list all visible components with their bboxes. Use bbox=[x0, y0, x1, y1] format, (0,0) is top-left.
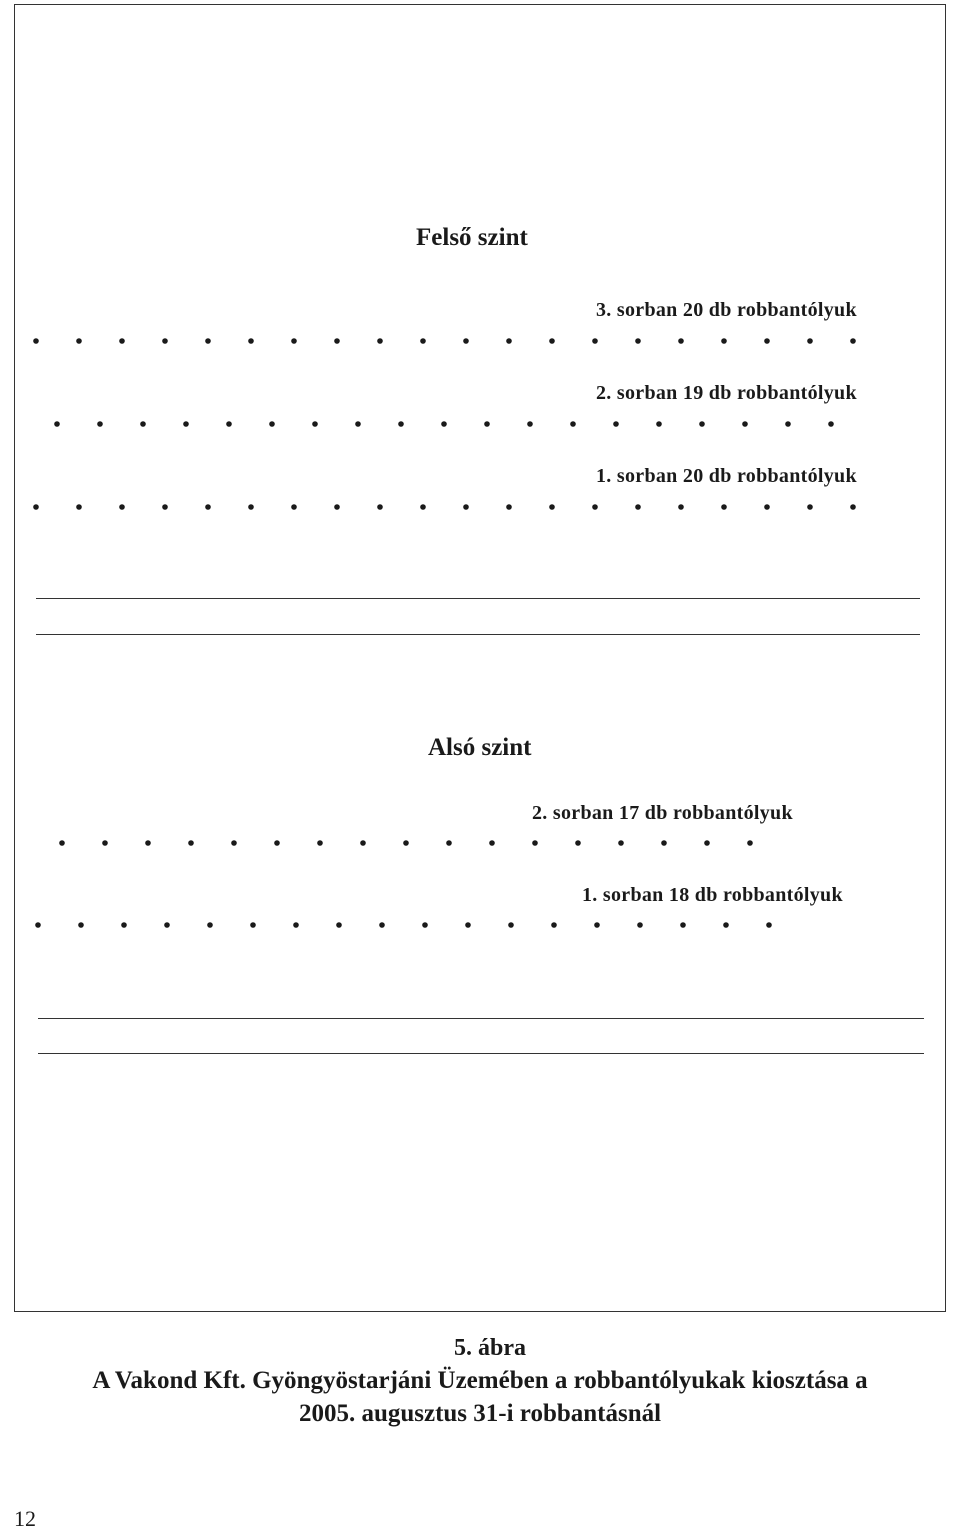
lower-row-1-hole bbox=[336, 922, 342, 928]
lower-row-1-hole bbox=[250, 922, 256, 928]
lower-row-1-hole bbox=[637, 922, 643, 928]
upper-row-1-hole bbox=[549, 504, 555, 510]
upper-row-3-hole bbox=[334, 338, 340, 344]
upper-row-1-hole bbox=[119, 504, 125, 510]
upper-row-2-hole bbox=[613, 421, 619, 427]
lower-row-2-hole bbox=[317, 840, 323, 846]
upper-row-1-hole bbox=[678, 504, 684, 510]
upper-row-2-hole bbox=[97, 421, 103, 427]
lower-row-2-hole bbox=[403, 840, 409, 846]
lower-row-2-hole bbox=[231, 840, 237, 846]
lower-row-1-hole bbox=[164, 922, 170, 928]
lower-row-2-hole bbox=[618, 840, 624, 846]
upper-row-2-hole bbox=[527, 421, 533, 427]
lower-row-2-hole bbox=[575, 840, 581, 846]
lower-row-1-hole bbox=[465, 922, 471, 928]
upper-row-2-hole bbox=[312, 421, 318, 427]
lower-row-1-hole bbox=[207, 922, 213, 928]
upper-row-3-hole bbox=[721, 338, 727, 344]
figure-number: 5. ábra bbox=[454, 1335, 526, 1361]
upper-row-2-hole bbox=[828, 421, 834, 427]
upper-row-3-hole bbox=[420, 338, 426, 344]
upper-row-3-hole bbox=[764, 338, 770, 344]
lower-row-2-hole bbox=[489, 840, 495, 846]
lower-row-1-hole bbox=[508, 922, 514, 928]
lower-row-2-hole bbox=[59, 840, 65, 846]
upper-row-1-hole bbox=[205, 504, 211, 510]
lower-row-1-hole bbox=[35, 922, 41, 928]
upper-row-3-hole bbox=[162, 338, 168, 344]
lower-row-1-hole bbox=[723, 922, 729, 928]
lower-row-2-hole bbox=[446, 840, 452, 846]
upper-row-3-hole bbox=[506, 338, 512, 344]
upper-row-1-hole bbox=[807, 504, 813, 510]
lower-row-2-hole bbox=[661, 840, 667, 846]
upper-row-1-label: 1. sorban 20 db robbantólyuk bbox=[596, 465, 857, 487]
lower-row-1-hole bbox=[78, 922, 84, 928]
figure-caption-line-2: 2005. augusztus 31-i robbantásnál bbox=[298, 1400, 662, 1427]
upper-row-3-hole bbox=[205, 338, 211, 344]
lower-row-1-hole bbox=[594, 922, 600, 928]
upper-row-2-hole bbox=[699, 421, 705, 427]
upper-row-2-hole bbox=[226, 421, 232, 427]
upper-row-2-hole bbox=[441, 421, 447, 427]
lower-row-1-hole bbox=[422, 922, 428, 928]
upper-row-2-label: 2. sorban 19 db robbantólyuk bbox=[596, 382, 857, 404]
lower-row-1-hole bbox=[766, 922, 772, 928]
upper-row-2-hole bbox=[785, 421, 791, 427]
upper-row-2-hole bbox=[570, 421, 576, 427]
upper-row-1-hole bbox=[76, 504, 82, 510]
lower-row-2-hole bbox=[360, 840, 366, 846]
upper-row-2-hole bbox=[183, 421, 189, 427]
upper-row-2-hole bbox=[140, 421, 146, 427]
upper-row-2-hole bbox=[484, 421, 490, 427]
upper-row-2-hole bbox=[656, 421, 662, 427]
upper-row-3-hole bbox=[850, 338, 856, 344]
upper-row-2-hole bbox=[54, 421, 60, 427]
lower-row-2-label: 2. sorban 17 db robbantólyuk bbox=[532, 802, 793, 824]
lower-row-1-hole bbox=[551, 922, 557, 928]
upper-row-1-hole bbox=[248, 504, 254, 510]
page-number: 12 bbox=[14, 1506, 36, 1531]
upper-row-3-hole bbox=[807, 338, 813, 344]
upper-row-3-hole bbox=[678, 338, 684, 344]
upper-row-3-hole bbox=[549, 338, 555, 344]
upper-row-1-hole bbox=[592, 504, 598, 510]
upper-row-3-hole bbox=[592, 338, 598, 344]
lower-row-1-label: 1. sorban 18 db robbantólyuk bbox=[582, 884, 843, 906]
upper-row-3-hole bbox=[119, 338, 125, 344]
upper-row-3-hole bbox=[33, 338, 39, 344]
upper-row-1-hole bbox=[162, 504, 168, 510]
lower-row-1-hole bbox=[293, 922, 299, 928]
upper-row-1-hole bbox=[420, 504, 426, 510]
figure-caption-line-1: A Vakond Kft. Gyöngyöstarjáni Üzemében a robbantólyukak kiosztása a bbox=[92, 1367, 868, 1394]
upper-row-3-hole bbox=[248, 338, 254, 344]
upper-row-1-hole bbox=[506, 504, 512, 510]
upper-row-1-hole bbox=[33, 504, 39, 510]
upper-row-3-hole bbox=[76, 338, 82, 344]
upper-row-2-hole bbox=[355, 421, 361, 427]
upper-row-1-hole bbox=[463, 504, 469, 510]
lower-row-2-hole bbox=[747, 840, 753, 846]
upper-row-1-hole bbox=[291, 504, 297, 510]
upper-row-3-hole bbox=[635, 338, 641, 344]
lower-row-2-hole bbox=[102, 840, 108, 846]
upper-level-title: Felső szint bbox=[416, 224, 528, 251]
upper-row-1-hole bbox=[764, 504, 770, 510]
upper-row-3-hole bbox=[291, 338, 297, 344]
lower-row-2-hole bbox=[188, 840, 194, 846]
lower-row-2-hole bbox=[532, 840, 538, 846]
upper-row-3-hole bbox=[377, 338, 383, 344]
upper-row-1-hole bbox=[377, 504, 383, 510]
upper-row-2-hole bbox=[269, 421, 275, 427]
upper-row-3-label: 3. sorban 20 db robbantólyuk bbox=[596, 299, 857, 321]
upper-row-1-hole bbox=[721, 504, 727, 510]
lower-row-2-hole bbox=[704, 840, 710, 846]
upper-row-1-hole bbox=[850, 504, 856, 510]
lower-row-1-hole bbox=[379, 922, 385, 928]
upper-row-2-hole bbox=[742, 421, 748, 427]
lower-row-1-hole bbox=[680, 922, 686, 928]
upper-row-1-hole bbox=[334, 504, 340, 510]
lower-level-title: Alsó szint bbox=[428, 734, 532, 761]
lower-row-2-hole bbox=[274, 840, 280, 846]
upper-row-1-hole bbox=[635, 504, 641, 510]
lower-row-1-hole bbox=[121, 922, 127, 928]
lower-row-2-hole bbox=[145, 840, 151, 846]
upper-row-2-hole bbox=[398, 421, 404, 427]
upper-row-3-hole bbox=[463, 338, 469, 344]
